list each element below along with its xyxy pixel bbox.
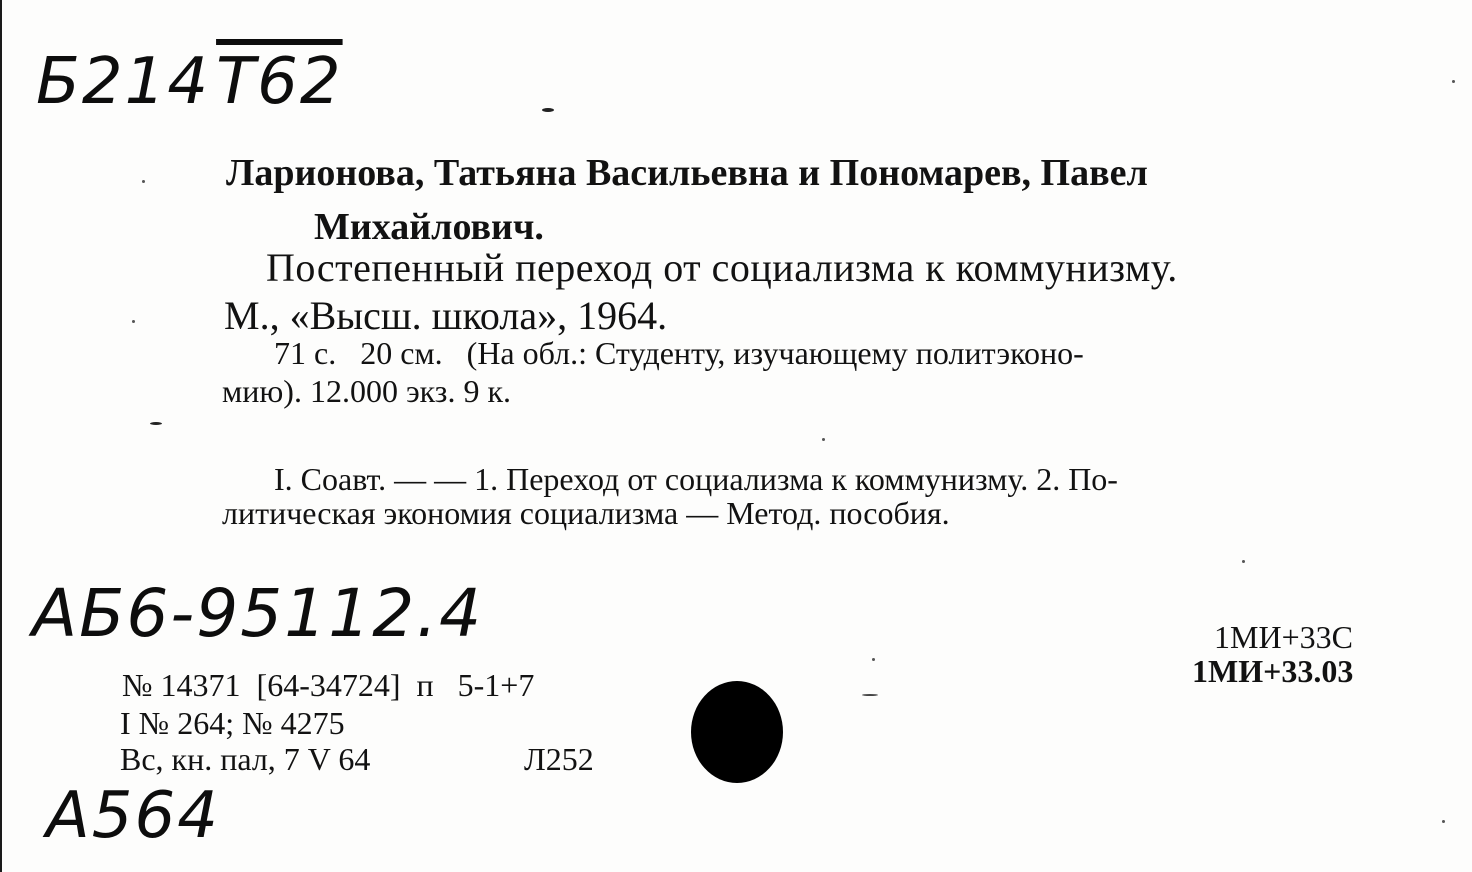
collation-line1: 71 с. 20 см. (На обл.: Студенту, изучающему политэконо- <box>274 335 1084 371</box>
scan-speck <box>872 658 875 661</box>
author-heading-line1: Ларионова, Татьяна Васильевна и Пономарев, Павел <box>226 152 1148 194</box>
printing-info-line1: № 14371 [64-34724] п 5-1+7 <box>122 667 535 703</box>
scan-speck <box>1442 820 1445 823</box>
scan-speck <box>142 180 145 183</box>
accession-number: АБ6-95112.4 <box>32 575 484 652</box>
punch-hole <box>691 681 783 783</box>
shelfmark <box>36 42 343 122</box>
shelfmark-code: Б214 <box>36 45 211 119</box>
scan-speck <box>862 694 878 696</box>
tracings-line2: литическая экономия социализма — Метод. пособия. <box>222 495 950 531</box>
scan-speck <box>822 438 825 441</box>
printing-info-line3-left: Вс, кн. пал, 7 V 64 <box>120 741 371 777</box>
scan-speck <box>1242 560 1245 563</box>
title-line: Постепенный переход от социализма к коммунизму. <box>266 245 1178 290</box>
imprint-line: М., «Высш. школа», 1964. <box>224 293 668 338</box>
scan-speck <box>132 320 135 323</box>
footer-code: А564 <box>46 779 220 853</box>
classification-line2: 1МИ+33.03 <box>1192 653 1354 689</box>
tracings-line1: I. Соавт. — — 1. Переход от социализма к коммунизму. 2. По- <box>274 461 1118 497</box>
scan-speck <box>542 108 554 112</box>
shelfmark-suffix: Т62 <box>216 45 343 119</box>
printing-info-line2: I № 264; № 4275 <box>120 705 345 741</box>
collation-line2: мию). 12.000 экз. 9 к. <box>222 373 511 409</box>
scan-speck <box>1452 80 1455 83</box>
scan-speck <box>150 422 162 425</box>
author-heading-line2: Михайлович. <box>314 206 544 248</box>
classification-line1: 1МИ+33С <box>1214 619 1353 655</box>
printing-info-line3-right: Л252 <box>524 741 594 777</box>
